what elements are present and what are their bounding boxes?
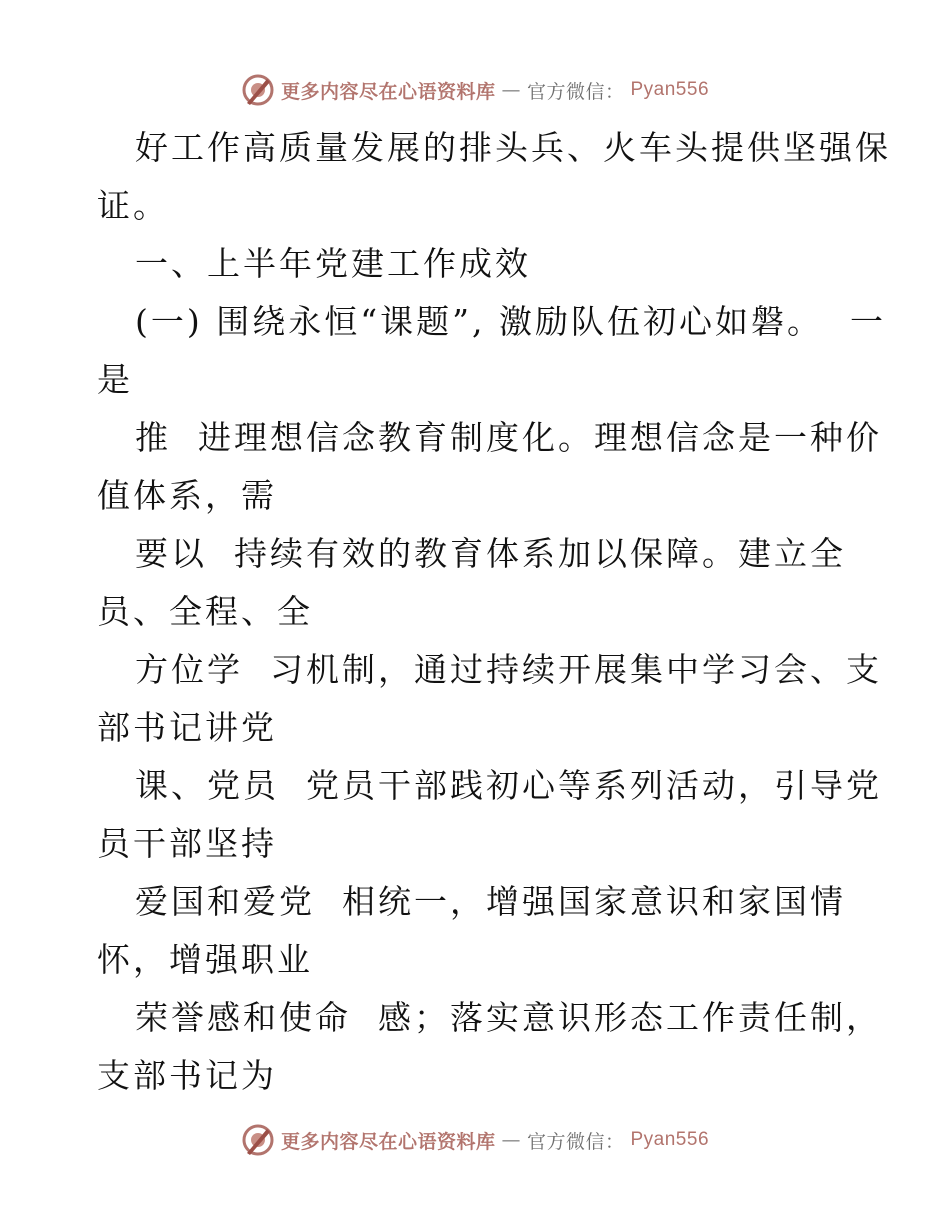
watermark-main-text: 更多内容尽在心语资料库 — [280, 1130, 496, 1153]
watermark-dash: — — [501, 1129, 521, 1151]
text-line: 证。 — [97, 186, 169, 225]
text-line: 方位学 习机制，通过持续开展集中学习会、支 — [135, 650, 882, 689]
footer-watermark — [0, 1120, 950, 1160]
subsection-heading: (一) 围绕永恒“课题”, 激励队伍初心如磐。 一 — [135, 302, 886, 341]
text-line: 推 进理想信念教育制度化。理想信念是一种价 — [135, 418, 882, 457]
header-watermark — [0, 70, 950, 110]
text-line: 值体系，需 — [97, 476, 277, 515]
text-line: 支部书记为 — [97, 1056, 277, 1095]
text-line: 课、党员 党员干部践初心等系列活动，引导党 — [135, 766, 882, 805]
watermark-wechat-id: Pyan556 — [630, 79, 710, 100]
watermark-wechat-label: 官方微信： — [526, 1130, 625, 1153]
text-line: 要以 持续有效的教育体系加以保障。建立全 — [135, 534, 846, 573]
watermark-wechat-label: 官方微信： — [526, 80, 625, 103]
pen-logo-icon — [241, 1123, 275, 1157]
text-line: 好工作高质量发展的排头兵、火车头提供坚强保 — [135, 128, 891, 167]
text-line: 员、全程、全 — [97, 592, 313, 631]
text-line: 怀，增强职业 — [97, 940, 313, 979]
text-line: 员干部坚持 — [97, 824, 277, 863]
watermark-main-text: 更多内容尽在心语资料库 — [280, 80, 496, 103]
text-line: 荣誉感和使命 感；落实意识形态工作责任制， — [135, 998, 882, 1037]
text-line: 是 — [97, 360, 133, 399]
pen-logo-icon — [241, 73, 275, 107]
section-heading: 一、上半年党建工作成效 — [135, 244, 531, 283]
watermark-wechat-id: Pyan556 — [630, 1129, 710, 1150]
watermark-dash: — — [501, 79, 521, 101]
text-line: 部书记讲党 — [97, 708, 277, 747]
text-line: 爱国和爱党 相统一，增强国家意识和家国情 — [135, 882, 846, 921]
